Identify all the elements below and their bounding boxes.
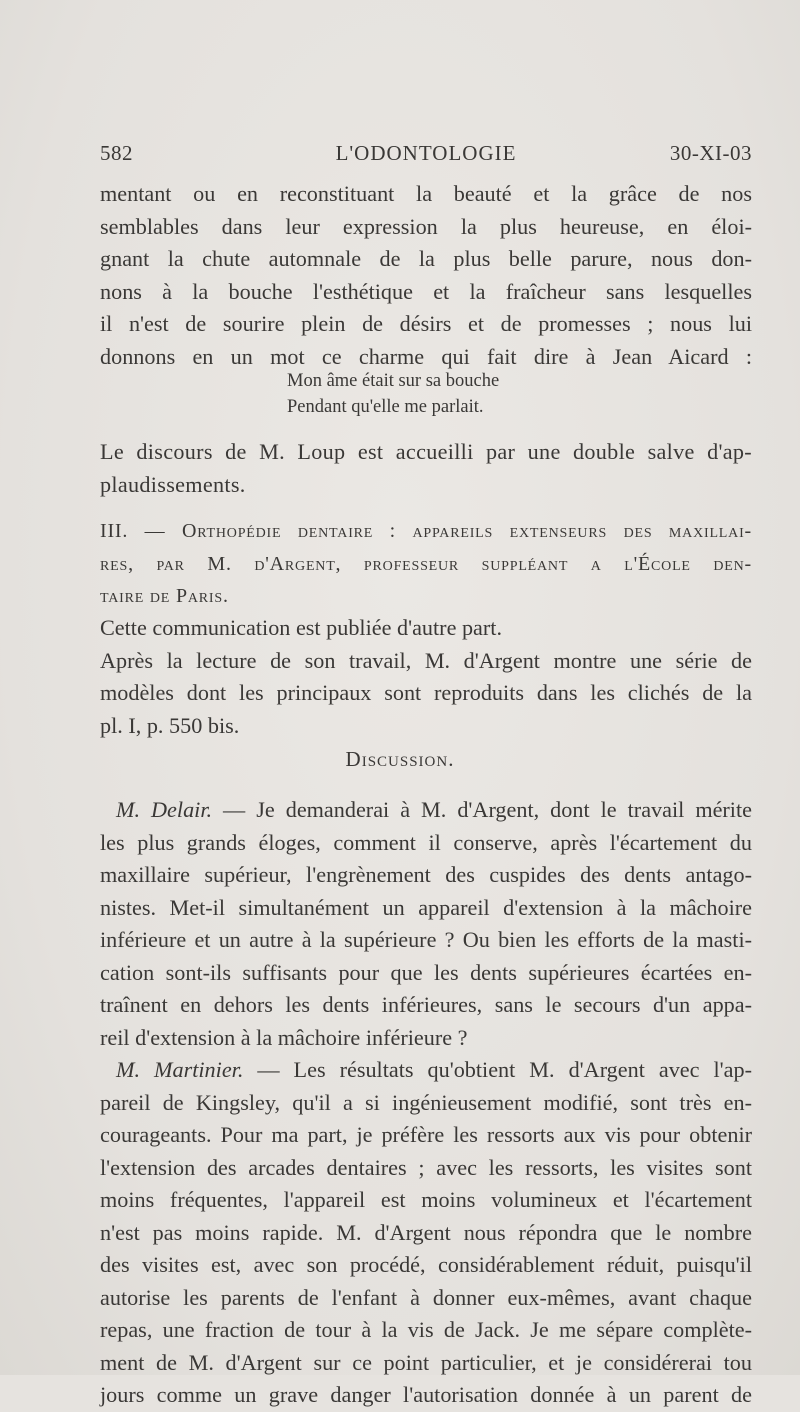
page-number: 582 bbox=[100, 141, 133, 165]
running-header bbox=[100, 141, 752, 171]
text-line: l'extension des arcades dentaires ; avec les ressorts, les visites sont bbox=[100, 1154, 752, 1180]
text-line: autorise les parents de l'enfant à donner eux-mêmes, avant chaque bbox=[100, 1284, 752, 1310]
section-heading bbox=[100, 515, 752, 613]
text-line bbox=[100, 1054, 752, 1087]
text-line: modèles dont les principaux sont reproduits dans les clichés de la bbox=[100, 680, 752, 705]
text-line: Le discours de M. Loup est accueilli par une double salve d'ap- bbox=[100, 439, 752, 464]
section-heading-line: taire de Paris. bbox=[100, 585, 229, 607]
paragraph-applause bbox=[100, 436, 752, 501]
text-line: repas, une fraction de tour à la vis de Jack. Je me sépare complète- bbox=[100, 1317, 752, 1342]
text-line: maxillaire supérieur, l'engrènement des cuspides des dents antago- bbox=[100, 862, 752, 887]
paragraph-aesthetics bbox=[100, 178, 752, 373]
discussion-heading: Discussion. bbox=[345, 747, 455, 771]
section-heading-line: III. — Orthopédie dentaire : appareils extenseurs des maxillai- bbox=[100, 520, 752, 542]
discussion-body bbox=[100, 794, 752, 1412]
issue-date: 30-XI-03 bbox=[669, 141, 752, 165]
text-line: des visites est, avec son procédé, considérablement réduit, puisqu'il bbox=[100, 1252, 752, 1277]
text-line: plaudissements. bbox=[100, 471, 246, 497]
text-line: il n'est de sourire plein de désirs et de promesses ; nous lui bbox=[100, 311, 752, 336]
section-heading-line: res, par M. d'Argent, professeur suppléant a l'École den- bbox=[100, 552, 752, 575]
verse-line: Mon âme était sur sa bouche bbox=[287, 371, 500, 391]
text-line: nistes. Met-il simultanément un appareil d'extension à la mâchoire bbox=[100, 894, 752, 920]
speaker-name: M. Delair. bbox=[116, 797, 213, 822]
text-line: cation sont-ils suffisants pour que les dents supérieures écartées en- bbox=[100, 959, 752, 985]
text-line: nons à la bouche l'esthétique et la fraîcheur sans lesquelles bbox=[100, 278, 752, 304]
text-line: courageants. Pour ma part, je préfère les ressorts aux vis pour obtenir bbox=[100, 1122, 752, 1147]
text-line: reil d'extension à la mâchoire inférieure ? bbox=[100, 1024, 468, 1050]
text-line: traînent en dehors les dents inférieures, sans le secours d'un appa- bbox=[100, 992, 752, 1017]
text-line: les plus grands éloges, comment il conserve, après l'écartement du bbox=[100, 829, 752, 855]
speech-text: — Les résultats qu'obtient M. d'Argent avec l'ap- bbox=[243, 1057, 752, 1082]
text-line: gnant la chute automnale de la plus belle parure, nous don- bbox=[100, 246, 752, 271]
text-line: Cette communication est publiée d'autre part. bbox=[100, 615, 503, 640]
verse-quote bbox=[287, 368, 499, 420]
text-line: pareil de Kingsley, qu'il a si ingénieusement modifié, sont très en- bbox=[100, 1089, 752, 1115]
journal-title: L'ODONTOLOGIE bbox=[335, 141, 517, 165]
speaker-name: M. Martinier. bbox=[116, 1057, 244, 1082]
text-line: pl. I, p. 550 bis. bbox=[100, 712, 240, 738]
text-line: ment de M. d'Argent sur ce point particulier, et je considérerai tou bbox=[100, 1349, 752, 1375]
text-line: mentant ou en reconstituant la beauté et la grâce de nos bbox=[100, 181, 752, 206]
verse-line: Pendant qu'elle me parlait. bbox=[287, 397, 484, 417]
speech-text: — Je demanderai à M. d'Argent, dont le travail mérite bbox=[212, 797, 752, 822]
text-line: inférieure et un autre à la supérieure ? Ou bien les efforts de la masti- bbox=[100, 927, 752, 952]
text-line: Après la lecture de son travail, M. d'Argent montre une série de bbox=[100, 647, 752, 673]
text-line: donnons en un mot ce charme qui fait dire à Jean Aicard : bbox=[100, 343, 752, 369]
text-line: moins fréquentes, l'appareil est moins volumineux et l'écartement bbox=[100, 1187, 752, 1212]
paragraph-communication bbox=[100, 612, 752, 742]
text-line: semblables dans leur expression la plus heureuse, en éloi- bbox=[100, 213, 752, 239]
text-line bbox=[100, 794, 752, 827]
text-line: jours comme un grave danger l'autorisation donnée à un parent de bbox=[100, 1382, 752, 1407]
text-line: n'est pas moins rapide. M. d'Argent nous répondra que le nombre bbox=[100, 1219, 752, 1245]
